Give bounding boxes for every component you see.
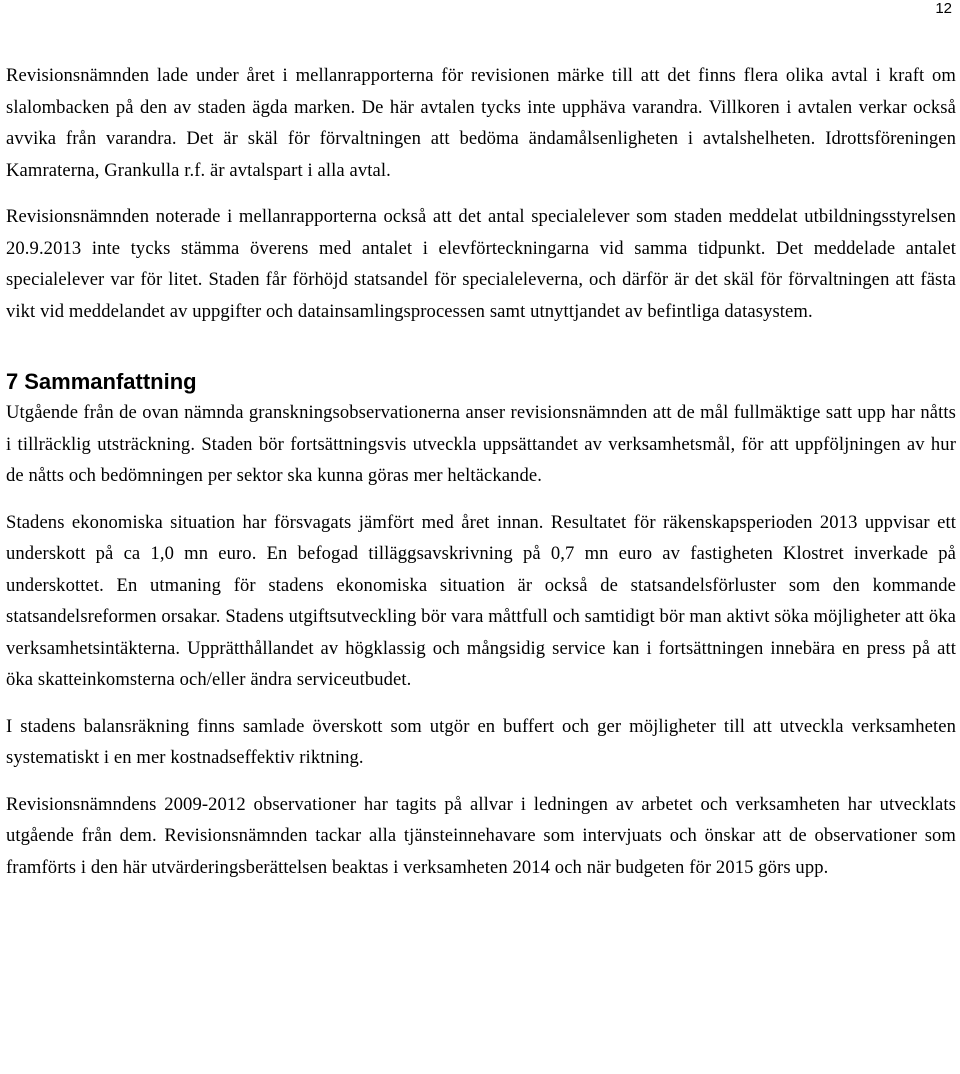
page-number: 12 (935, 0, 952, 17)
paragraph-balance-sheet: I stadens balansräkning finns samlade överskott som utgör en buffert och ger möjligheter till att utveckla verksamheten systematiskt i en mer kostnadseffektiv riktning. (6, 715, 956, 768)
section-title: Sammanfattning (24, 369, 197, 394)
document-body (6, 60, 956, 883)
paragraph-economic-situation: Stadens ekonomiska situation har försvagats jämfört med året innan. Resultatet för räkenskapsperioden 2013 uppvisar ett underskott på ca 1,0 mn euro. En befogad tilläggsavskrivning på 0,7 mn euro av fastigheten Klostret inverkade på underskottet. En utmaning för stadens ekonomiska situation är också de statsandelsförluster som den kommande statsandelsreformen orsakar. Stadens utgiftsutveckling bör vara måttfull och samtidigt bör man aktivt söka möjligheter att öka verksamhetsintäkterna. Upprätthållandet av högklassig och mångsidig service kan i fortsättningen innebära en press på att öka skatteinkomsterna och/eller ändra serviceutbudet. (6, 511, 956, 690)
paragraph-observations: Revisionsnämndens 2009-2012 observationer har tagits på allvar i ledningen av arbetet och verksamheten har utvecklats utgående från dem. Revisionsnämnden tackar alla tjänsteinnehavare som intervjuats och önskar att de observationer som framförts i den här utvärderingsberättelsen beaktas i verksamheten 2014 och när budgeten för 2015 görs upp. (6, 793, 956, 878)
section-number: 7 (6, 369, 19, 394)
paragraph-slalom-agreements: Revisionsnämnden lade under året i mellanrapporterna för revisionen märke till att det finns flera olika avtal i kraft om slalombacken på den av staden ägda marken. De här avtalen tycks inte upphäva varandra. Villkoren i avtalen verkar också avvika från varandra. Det är skäl för förvaltningen att bedöma ändamålsenligheten i avtalshelheten. Idrottsföreningen Kamraterna, Grankulla r.f. är avtalspart i alla avtal. (6, 65, 956, 181)
paragraph-special-students: Revisionsnämnden noterade i mellanrapporterna också att det antal specialelever som staden meddelat utbildningsstyrelsen 20.9.2013 inte tycks stämma överens med antalet i elevförteckningarna vid samma tidpunkt. Det meddelade antalet specialelever var för litet. Staden får förhöjd statsandel för specialeleverna, och därför är det skäl för förvaltningen att fästa vikt vid meddelandet av uppgifter och datainsamlingsprocessen samt utnyttjandet av befintliga datasystem. (6, 206, 956, 322)
section-heading (6, 367, 956, 397)
paragraph-summary-goals: Utgående från de ovan nämnda granskningsobservationerna anser revisionsnämnden att de mål fullmäktige satt upp har nåtts i tillräcklig utsträckning. Staden bör fortsättningsvis utveckla uppsättandet av verksamhetsmål, för att uppföljningen av hur de nåtts och bedömningen per sektor ska kunna göras mer heltäckande. (6, 402, 956, 486)
